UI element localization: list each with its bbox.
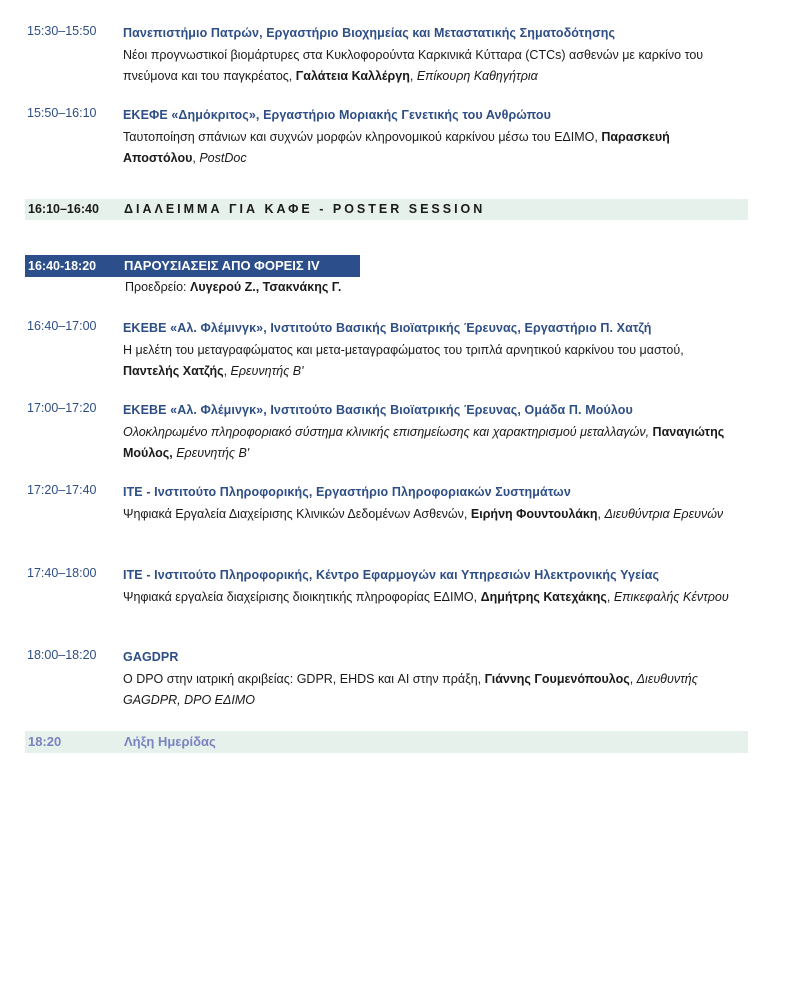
talk-speaker-role: Ερευνητής Β' [176,446,250,460]
session-time: 16:40-18:20 [28,259,97,273]
talk-organization: GAGDPR [123,650,179,664]
closing-title: Λήξη Ημερίδας [124,734,216,749]
talk-speaker: Παρασκευή Αποστόλου [123,130,670,165]
talk-speaker: Γαλάτεια Καλλέργη [295,69,410,83]
talk-speaker-role: PostDoc [199,151,247,165]
talk-body [123,319,743,382]
chairs-label: Προεδρείο: [125,280,187,294]
talk-organization: ΕΚΕΦΕ «Δημόκριτος», Εργαστήριο Μοριακής Γενετικής του Ανθρώπου [123,108,552,122]
talk-time: 17:40–18:00 [27,566,97,580]
talk-title: Ολοκληρωμένο πληροφοριακό σύστημα κλινικής επισημείωσης και χαρακτηρισμού μεταλλαγών, [123,425,650,439]
talk-title: Ψηφιακά εργαλεία διαχείρισης διοικητικής πληροφορίας ΕΔΙΜΟ, [123,590,478,604]
talk-description: Ταυτοποίηση σπάνιων και συχνών μορφών κληρονομικού καρκίνου μέσω του ΕΔΙΜΟ, Παρασκευή Αποστόλου, PostDoc [123,130,670,165]
talk-speaker: Παντελής Χατζής [123,364,224,378]
talk-title: Ψηφιακά Εργαλεία Διαχείρισης Κλινικών Δεδομένων Ασθενών, [123,507,468,521]
talk-speaker-role: Διευθυντής GAGDPR, DPO ΕΔΙΜΟ [123,672,698,707]
closing-band [25,731,748,753]
talk-description: Ψηφιακά εργαλεία διαχείρισης διοικητικής πληροφορίας ΕΔΙΜΟ, Δημήτρης Κατεχάκης, Επικεφαλής Κέντρου [123,590,729,604]
talk-time: 18:00–18:20 [27,648,97,662]
talk-title: Νέοι προγνωστικοί βιομάρτυρες στα Κυκλοφορούντα Καρκινικά Κύτταρα (CTCs) ασθενών με καρκίνο του πνεύμονα και του παγκρέατος, [123,48,704,83]
talk-description: Νέοι προγνωστικοί βιομάρτυρες στα Κυκλοφορούντα Καρκινικά Κύτταρα (CTCs) ασθενών με καρκίνο του πνεύμονα και του παγκρέατος, Γαλάτεια Καλλέργη, Επίκουρη Καθηγήτρια [123,48,704,83]
talk-body [123,106,743,169]
talk-body [123,401,743,464]
talk-body [123,24,743,87]
closing-time: 18:20 [28,734,62,749]
talk-body [123,648,743,711]
coffee-break-band [25,199,748,220]
talk-description [123,422,743,464]
talk-title: Ο DPO στην ιατρική ακριβείας: GDPR, EHDS και AI στην πράξη, [123,672,482,686]
talk-time: 15:30–15:50 [27,24,97,38]
break-time: 16:10–16:40 [28,202,99,216]
talk-speaker-role: Ερευνητής Β' [230,364,304,378]
talk-title: Ταυτοποίηση σπάνιων και συχνών μορφών κληρονομικού καρκίνου μέσω του ΕΔΙΜΟ, [123,130,598,144]
session-chairs [125,280,341,294]
talk-organization: ΙΤΕ - Ινστιτούτο Πληροφορικής, Εργαστήριο Πληροφοριακών Συστημάτων [123,485,571,499]
break-title: ΔΙΑΛΕΙΜΜΑ ΓΙΑ ΚΑΦΕ - POSTER SESSION [124,202,486,216]
session-title: ΠΑΡΟΥΣΙΑΣΕΙΣ ΑΠΟ ΦΟΡΕΙΣ IV [124,258,320,273]
talk-organization: ΙΤΕ - Ινστιτούτο Πληροφορικής, Κέντρο Εφαρμογών και Υπηρεσιών Ηλεκτρονικής Υγείας [123,568,660,582]
talk-body [123,566,743,608]
talk-speaker-role: Επικεφαλής Κέντρου [613,590,729,604]
talk-speaker: Παναγιώτης Μούλος, [123,425,725,460]
talk-organization: Πανεπιστήμιο Πατρών, Εργαστήριο Βιοχημείας και Μεταστατικής Σηματοδότησης [123,26,616,40]
talk-speaker: Ειρήνη Φουντουλάκη [470,507,598,521]
talk-speaker-role: Επίκουρη Καθηγήτρια [416,69,538,83]
talk-speaker: Δημήτρης Κατεχάκης [480,590,607,604]
talk-speaker: Γιάννης Γουμενόπουλος [484,672,630,686]
talk-body [123,483,743,525]
session-header [25,255,360,277]
talk-description: Ο DPO στην ιατρική ακριβείας: GDPR, EHDS και AI στην πράξη, Γιάννης Γουμενόπουλος, Διευθυντής GAGDPR, DPO ΕΔΙΜΟ [123,672,698,707]
talk-time: 15:50–16:10 [27,106,97,120]
talk-time: 17:00–17:20 [27,401,97,415]
talk-time: 17:20–17:40 [27,483,97,497]
talk-description: Ψηφιακά Εργαλεία Διαχείρισης Κλινικών Δεδομένων Ασθενών, Ειρήνη Φουντουλάκη, Διευθύντρια Ερευνών [123,507,724,521]
talk-speaker-role: Διευθύντρια Ερευνών [604,507,724,521]
talk-description: Η μελέτη του μεταγραφώματος και μετα-μεταγραφώματος του τριπλά αρνητικού καρκίνου του μαστού, Παντελής Χατζής, Ερευνητής Β' [123,343,684,378]
talk-time: 16:40–17:00 [27,319,97,333]
chairs-names: Λυγερού Ζ., Τσακνάκης Γ. [190,280,342,294]
talk-title: Η μελέτη του μεταγραφώματος και μετα-μεταγραφώματος του τριπλά αρνητικού καρκίνου του μαστού, [123,343,684,357]
talk-organization: ΕΚΕΒΕ «Αλ. Φλέμινγκ», Ινστιτούτο Βασικής Βιοϊατρικής Έρευνας, Ομάδα Π. Μούλου [123,403,633,417]
talk-organization: ΕΚΕΒΕ «Αλ. Φλέμινγκ», Ινστιτούτο Βασικής Βιοϊατρικής Έρευνας, Εργαστήριο Π. Χατζή [123,321,652,335]
